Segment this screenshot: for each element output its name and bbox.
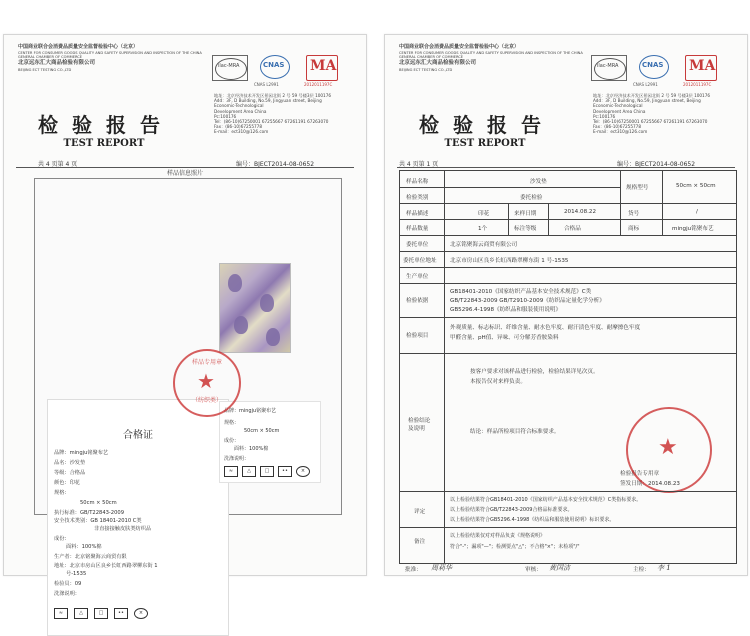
- reviewer-label: 审核：: [525, 567, 542, 573]
- producer-label: 生产单位: [406, 274, 429, 280]
- cnas-number: CNAS L2991: [254, 82, 279, 87]
- client-address-label: 委托单位地址: [403, 258, 437, 264]
- report-number: 编号：BJECT2014-08-0652: [617, 161, 696, 168]
- cert-line: 洗涤说明：: [54, 591, 80, 597]
- org-name-en-2: GENERAL CHAMBER OF COMMERCE: [399, 55, 464, 59]
- test-basis-line: GB/T22843-2009 GB/T2910-2009《纺织品定量化学分析》: [450, 298, 605, 304]
- test-items-label: 检验项目: [406, 333, 429, 339]
- header-rule: [397, 167, 735, 168]
- no-dryclean-icon: ×: [134, 608, 148, 619]
- flower-pattern: [234, 316, 248, 334]
- cert-line: 50cm × 50cm: [80, 500, 117, 506]
- inspector-signature: 李 1: [657, 564, 671, 572]
- cert-line: 检验员：09: [54, 581, 82, 587]
- dry-icon: □: [260, 466, 274, 477]
- test-basis-line: GB5296.4-1998《纺织品和服装使用说明》: [450, 307, 562, 313]
- tag-line: 品牌：mingju铭聚布艺: [224, 408, 277, 414]
- conclusion-line: 本报告仅对来样负责。: [470, 379, 526, 385]
- report-summary-table: [399, 170, 737, 564]
- cma-logo: MA: [306, 55, 338, 81]
- grade-label: 标注等级: [514, 226, 537, 232]
- cert-line: 品名：沙发垫: [54, 460, 86, 466]
- description-label: 样品描述: [406, 211, 429, 217]
- wash-icon: ≈: [224, 466, 238, 477]
- no-bleach-icon: △: [74, 608, 88, 619]
- table-row: [400, 235, 736, 236]
- tag-line: 50cm × 50cm: [244, 428, 280, 434]
- report-title-cn: 检验报告: [419, 113, 555, 137]
- sample-fabric-photo: [219, 263, 291, 353]
- brand-value: mingju铭聚布艺: [672, 226, 714, 232]
- issue-date: 签发日期：2014.08.23: [620, 481, 680, 487]
- remarks-label: 备注: [414, 539, 426, 545]
- cert-line: 等级：合格品: [54, 470, 86, 476]
- cert-line: 非直接接触皮肤类纺织品: [94, 526, 152, 532]
- inspector-label: 主检：: [633, 567, 650, 573]
- wash-icon: ≈: [54, 608, 68, 619]
- lab-name-en: BEIJING ECT TESTING CO.,LTD: [18, 68, 72, 72]
- spec-value: 50cm × 50cm: [676, 183, 716, 189]
- receive-date-value: 2014.08.22: [564, 209, 597, 215]
- table-row: [400, 219, 736, 220]
- report-page-left: [3, 34, 367, 616]
- receive-date-label: 来样日期: [514, 211, 537, 217]
- flower-pattern: [228, 274, 242, 292]
- cnas-number: CNAS L2991: [633, 82, 658, 87]
- table-column-divider: [444, 171, 445, 563]
- approver-signature: 周莉华: [431, 564, 452, 572]
- table-column-divider: [620, 171, 621, 203]
- cert-line: 品牌：mingju铭聚布艺: [54, 450, 109, 456]
- iron-icon: ••: [278, 466, 292, 477]
- qualification-certificate: [47, 399, 229, 636]
- no-bleach-icon: △: [242, 466, 256, 477]
- lab-name-cn: 北京远东汇大商品检验有限公司: [18, 60, 96, 66]
- org-name-en-1: CENTER FOR CONSUMER GOODS QUALITY AND SAFETY SUPERVISION AND INSPECTION OF THE CHINA: [18, 51, 202, 55]
- lab-name-en: BEIJING ECT TESTING CO.,LTD: [399, 68, 453, 72]
- table-row: [400, 317, 736, 318]
- client-label: 委托单位: [406, 242, 429, 248]
- table-row: [400, 251, 736, 252]
- sample-seal-stamp: 样品专用章 ★ （纺织类）: [173, 349, 241, 417]
- spec-label: 规格型号: [626, 185, 649, 191]
- product-tag-photo: [219, 401, 321, 483]
- org-name-cn: 中国商业联合会消费品质量安全监督检验中心（北京）: [399, 44, 520, 50]
- brand-label: 商标: [628, 226, 640, 232]
- report-title-cn: 检验报告: [38, 113, 174, 137]
- org-name-cn: 中国商业联合会消费品质量安全监督检验中心（北京）: [18, 44, 139, 50]
- iron-icon: ••: [114, 608, 128, 619]
- evaluation-label: 评定: [414, 509, 426, 515]
- report-page-right: [384, 34, 748, 576]
- test-type-value: 委托检验: [520, 195, 543, 201]
- evaluation-line: 以上检验结果符合GB18401-2010《国家纺织产品基本安全技术规范》C类指标要求。: [450, 497, 642, 503]
- client-value: 北京铭聚海云商贸有限公司: [450, 242, 518, 248]
- dry-icon: □: [94, 608, 108, 619]
- lab-address-block: 地址：北京经济技术开发区景园北街 2 号 59 号楼3层 100176 Add：3F, D Building, No.59, Jingyuan street, Beijing Economic-Technological Development Area China Pc:100176 Tel：(86-10)67250001 67255667 67261191 67263070 Fax：(86-10)67255778 E-mail：ect310@126.com: [593, 93, 711, 135]
- test-items-line: 外观质量、标志标识、纤维含量、耐水色牢度、耐汗渍色牢度、耐摩擦色牢度: [450, 325, 641, 331]
- table-row: [400, 527, 736, 528]
- page-number: 共 4 页第 4 页: [38, 161, 78, 168]
- report-title-en: TEST REPORT: [63, 138, 145, 149]
- table-column-divider: [662, 171, 663, 203]
- lot-label: 货号: [628, 211, 640, 217]
- grade-value: 合格品: [564, 226, 581, 232]
- cma-logo: MA: [685, 55, 717, 81]
- conclusion-label: 检验结论 及说明: [408, 418, 431, 432]
- table-row: [400, 267, 736, 268]
- conclusion-line: 结论：样品所检项目符合标准要求。: [470, 429, 560, 435]
- tag-line: 规格：: [224, 420, 240, 426]
- cma-number: 2012011197C: [304, 82, 333, 87]
- test-basis-label: 检验依据: [406, 298, 429, 304]
- quantity-label: 样品数量: [406, 226, 429, 232]
- care-symbols: [54, 608, 174, 622]
- test-basis-line: GB18401-2010《国家纺织产品基本安全技术规范》C类: [450, 289, 592, 295]
- cert-line: 成份：: [54, 536, 70, 542]
- test-items-line: 甲醛含量、pH值、异味、可分解芳香胺染料: [450, 335, 559, 341]
- sample-name-value: 沙发垫: [530, 179, 547, 185]
- test-type-label: 检验类别: [406, 195, 429, 201]
- lot-value: /: [696, 209, 698, 215]
- cnas-logo: CNAS: [256, 55, 290, 79]
- cma-number: 2012011197C: [683, 82, 712, 87]
- cert-line: 规格：: [54, 490, 70, 496]
- table-row: [400, 187, 620, 188]
- evaluation-line: 以上检验结果符合GB/T22843-2009合格品标准要求。: [450, 507, 573, 513]
- cert-line: 地址：北京市房山区良乡长虹西路翠柳东街 1: [54, 563, 158, 569]
- sample-photo-frame: [34, 178, 342, 616]
- approver-label: 批准：: [405, 567, 422, 573]
- table-row: [400, 353, 736, 354]
- org-name-en-1: CENTER FOR CONSUMER GOODS QUALITY AND SAFETY SUPERVISION AND INSPECTION OF THE CHINA: [399, 51, 583, 55]
- ilac-mra-logo: ilac-MRA: [212, 55, 248, 81]
- lab-name-cn: 北京远东汇大商品检验有限公司: [399, 60, 477, 66]
- client-address-value: 北京市房山区良乡长虹西路翠柳东街 1 号-1535: [450, 258, 569, 264]
- cert-line: 执行标准：GB/T22843-2009: [54, 510, 125, 516]
- cnas-logo: CNAS: [635, 55, 669, 79]
- certificate-title: 合格证: [123, 430, 153, 441]
- sample-name-label: 样品名称: [406, 179, 429, 185]
- no-dryclean-icon: ×: [296, 466, 310, 477]
- cert-line: 安全技术类别：GB 18401-2010 C类: [54, 518, 142, 524]
- table-row: [400, 283, 736, 284]
- flower-pattern: [260, 294, 274, 312]
- report-stamp-label: 检验报告专用章: [620, 471, 660, 477]
- photo-caption: 样品信息照片: [166, 170, 203, 177]
- cert-line: 号-1535: [66, 571, 87, 577]
- lab-address-block: 地址：北京经济技术开发区景园北街 2 号 59 号楼3层 100176 Add：3F, D Building, No.59, Jingyuan street, Beijing Economic-Technological Development Area China Pc:100176 Tel：(86-10)67250001 67255667 67261191 67263070 Fax：(86-10)67255778 E-mail：ect310@126.com: [214, 93, 332, 135]
- remarks-line: 以上检验结果仅对对样品负责《规格说明》: [450, 533, 546, 539]
- remarks-line: 符合"-"；漏项"—"；检测要点"△"；不合格"×"；未检项"/": [450, 544, 580, 550]
- conclusion-line: 按客户要求对该样品进行检验，检验结果详见次页。: [470, 369, 599, 375]
- table-row: [400, 491, 736, 492]
- cert-line: 面料：100%棉: [66, 544, 102, 550]
- inspection-seal-stamp: ★: [626, 407, 712, 493]
- report-title-en: TEST REPORT: [444, 138, 526, 149]
- ilac-mra-logo: ilac-MRA: [591, 55, 627, 81]
- page-number: 共 4 页第 1 页: [399, 161, 439, 168]
- evaluation-line: 以上检验结果符合GB5296.4-1998《纺织品和服装使用说明》标识要求。: [450, 517, 615, 523]
- org-name-en-2: GENERAL CHAMBER OF COMMERCE: [18, 55, 83, 59]
- tag-line: 面料：100%棉: [234, 446, 269, 452]
- table-row: [400, 203, 736, 204]
- tag-line: 洗涤说明：: [224, 456, 250, 462]
- description-value: 印花: [478, 211, 490, 217]
- cert-line: 颜色：印花: [54, 480, 80, 486]
- cert-line: 生产者：北京铭聚海云商贸有限: [54, 554, 127, 560]
- reviewer-signature: 黄国洁: [549, 564, 570, 572]
- report-number: 编号：BJECT2014-08-0652: [236, 161, 315, 168]
- flower-pattern: [266, 328, 280, 346]
- quantity-value: 1个: [478, 226, 488, 232]
- tag-line: 成份：: [224, 438, 240, 444]
